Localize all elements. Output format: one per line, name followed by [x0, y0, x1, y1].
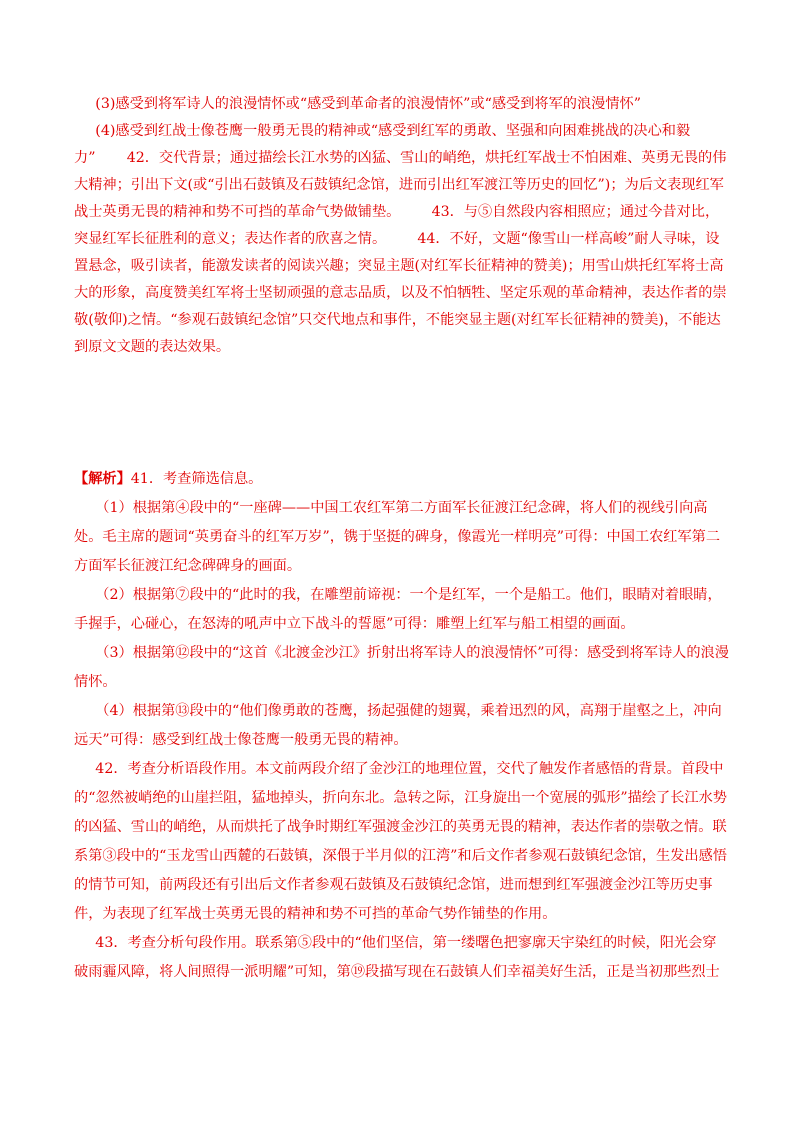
answer-43: 43．与⑤自然段内容相照应；通过今昔对比，突显红军长征胜利的意义；表达作者的欣喜之情。: [74, 204, 720, 247]
answer-3: (3)感受到将军诗人的浪漫情怀或“感受到革命者的浪漫情怀”或“感受到将军的浪漫情怀”: [95, 96, 641, 112]
analysis-heading: [74, 465, 730, 494]
answer-44: 44．不好，文题“像雪山一样高峻”耐人寻味，设置悬念，吸引读者，能激发读者的阅读兴趣；突显主题(对红军长征精神的赞美)；用雪山烘托红军将士高大的形象，高度赞美红军将士坚韧顽强的意志品质，以及不怕牺牲、坚定乐观的革命精神，表达作者的崇敬(敬仰)之情。“参观石鼓镇纪念馆”只交代地点和事件，不能突显主题(对红军长征精神的赞美)，不能达到原文文题的表达效果。: [74, 231, 727, 355]
analysis-41-title: 41．考查筛选信息。: [130, 471, 263, 487]
analysis-42: 42．考查分析语段作用。本文前两段介绍了金沙江的地理位置，交代了触发作者感悟的背景。首段中的“忽然被峭绝的山崖拦阻，猛地掉头，折向东北。急转之际，江身旋出一个宽展的弧形”描绘了长江水势的凶猛、雪山的峭绝，从而烘托了战争时期红军强渡金沙江的英勇无畏的精神，表达作者的崇敬之情。联系第③段中的“玉龙雪山西麓的石鼓镇，深偎于半月似的江湾”和后文作者参观石鼓镇纪念馆，生发出感悟的情节可知，前两段还有引出后文作者参观石鼓镇及石鼓镇纪念馆，进而想到红军强渡金沙江等历史事件，为表现了红军战士英勇无畏的精神和势不可挡的革命气势作铺垫的作用。: [74, 761, 727, 922]
answer-4-line2: 力”: [74, 150, 96, 166]
answer-42: 42．交代背景；通过描绘长江水势的凶猛、雪山的峭绝，烘托红军战士不怕困难、英勇无畏的伟大精神；引出下文(或“引出石鼓镇及石鼓镇纪念馆，进而引出红军渡江等历史的回忆”)；为后文表现红军战士英勇无畏的精神和势不可挡的革命气势做铺垫。: [74, 150, 727, 220]
analysis-41-4: （4）根据第⑬段中的“他们像勇敢的苍鹰，扬起强健的翅翼，乘着迅烈的风，高翔于崖壑之上，冲向远天”可得：感受到红战士像苍鹰一般勇无畏的精神。: [74, 703, 722, 748]
analysis-43: 43．考查分析句段作用。联系第⑤段中的“他们坚信，第一缕曙色把寥廓天宇染红的时候，阳光会穿破雨霾风障，将人间照得一派明耀”可知，第⑲段描写现在石鼓镇人们幸福美好生活，正是当初那些烈士: [74, 935, 720, 980]
analysis-41-3: （3）根据第⑫段中的“这首《北渡金沙江》折射出将军诗人的浪漫情怀”可得：感受到将军诗人的浪漫情怀。: [74, 645, 729, 690]
analysis-41-1: （1）根据第④段中的“一座碑——中国工农红军第二方面军长征渡江纪念碑，将人们的视线引向高处。毛主席的题词“英勇奋斗的红军万岁”，镌于坚挺的碑身，像霞光一样明亮”可得：中国工农红军第二方面军长征渡江纪念碑碑身的画面。: [74, 500, 721, 574]
analysis-41-2: （2）根据第⑦段中的“此时的我，在雕塑前谛视：一个是红军，一个是船工。他们，眼睛对着眼睛，手握手，心碰心，在怒涛的吼声中立下战斗的誓愿”可得：雕塑上红军与船工相望的画面。: [74, 587, 722, 632]
answer-4-line1: (4)感受到红战士像苍鹰一般勇无畏的精神或“感受到红军的勇敢、坚强和向困难挑战的决心和毅: [95, 123, 691, 139]
answer-section: [74, 91, 730, 361]
analysis-tag: 【解析】: [74, 471, 131, 487]
analysis-section: [74, 465, 730, 987]
answer-4-and-42: [74, 145, 730, 361]
